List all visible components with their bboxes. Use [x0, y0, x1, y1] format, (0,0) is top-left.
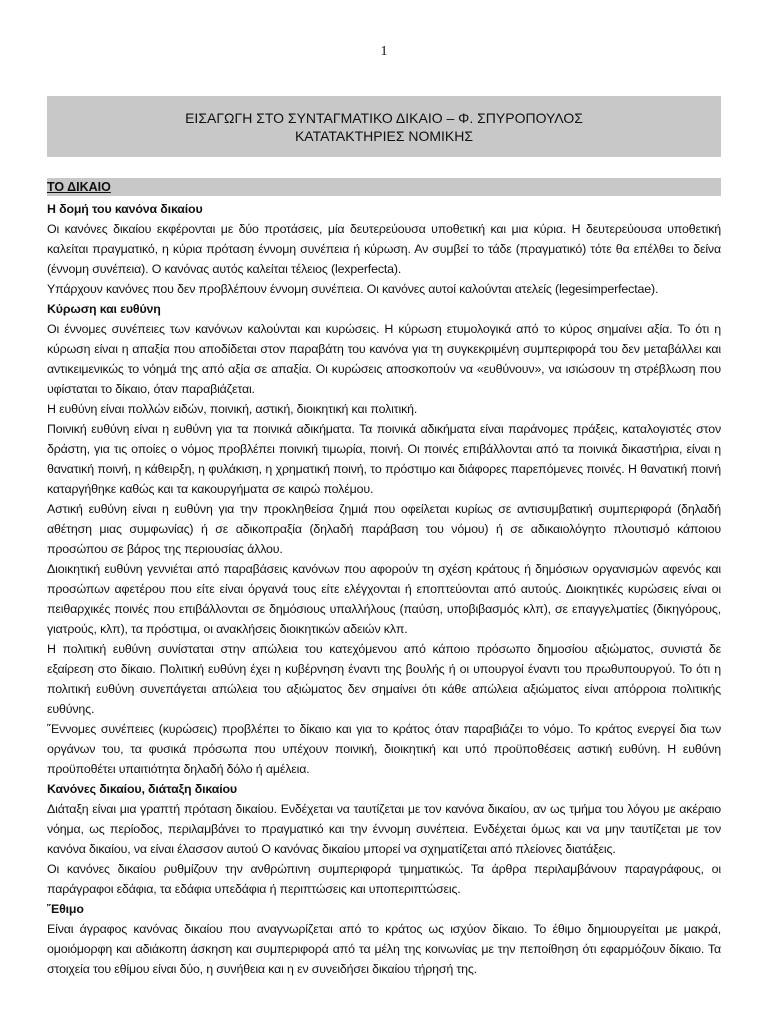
title-box	[47, 96, 721, 157]
paragraph: Η ευθύνη είναι πολλών ειδών, ποινική, αστική, διοικητική και πολιτική.	[47, 402, 418, 416]
paragraph: Αστική ευθύνη είναι η ευθύνη για την προκληθείσα ζημιά που οφείλεται κυρίως σε αντισυμβατική συμπεριφορά (δηλαδή αθέτηση μιας συμφωνίας) ή σε αδικοπραξία (δηλαδή παράβαση του νόμου) ή σε αδικαιολόγητο πλουτισμό κάποιου προσώπου σε βάρος της περιουσίας άλλου.	[47, 502, 721, 556]
subheading: ῎Εθιμο	[47, 902, 84, 916]
section-heading: ΤΟ ΔΙΚΑΙΟ	[47, 178, 721, 196]
document-title: ΕΙΣΑΓΩΓΗ ΣΤΟ ΣΥΝΤΑΓΜΑΤΙΚΟ ΔΙΚΑΙΟ – Φ. ΣΠΥΡΟΠΟΥΛΟΣ	[185, 109, 583, 126]
paragraph: Διάταξη είναι μια γραπτή πρόταση δικαίου. Ενδέχεται να ταυτίζεται με τον κανόνα δικαίου, αν ως τμήμα του λόγου με ακέραιο νόημα, ως περίοδος, περιλαμβάνει το πραγματικό και την έννομη συνέπεια. Ενδέχεται όμως και να μην ταυτίζεται με τον κανόνα δικαίου, να είναι έλασσον αυτού Ο κανόνας δικαίου μπορεί να σχηματίζεται από πλείονες διατάξεις.	[47, 802, 721, 856]
paragraph: Υπάρχουν κανόνες που δεν προβλέπουν έννομη συνέπεια. Οι κανόνες αυτοί καλούνται ατελείς (legesimperfectae).	[47, 282, 659, 296]
page-number: 1	[380, 44, 388, 59]
document-subtitle: ΚΑΤΑΤΑΚΤΗΡΙΕΣ ΝΟΜΙΚΗΣ	[294, 127, 474, 144]
subheading: Κανόνες δικαίου, διάταξη δικαίου	[47, 782, 237, 796]
paragraph: Ποινική ευθύνη είναι η ευθύνη για τα ποινικά αδικήματα. Τα ποινικά αδικήματα είναι παράνομες πράξεις, καταλογιστές στον δράστη, για τις οποίες ο νόμος προβλέπει ποινική τιμωρία, ποινή. Οι ποινές επιβάλλονται από τα ποινικά δικαστήρια, είναι η θανατική ποινή, η κάθειρξη, η φυλάκιση, η χρηματική ποινή, το πρόστιμο και διάφορες παρεπόμενες ποινές. Η θανατική ποινή καταργήθηκε καθώς και τα κακουργήματα σε καιρώ πολέμου.	[47, 422, 721, 496]
paragraph: Είναι άγραφος κανόνας δικαίου που αναγνωρίζεται από το κράτος ως ισχύον δίκαιο. Το έθιμο δημιουργείται με μακρά, ομοιόμορφη και αδιάκοπη άσκηση και συμπεριφορά από τα μέλη της κοινωνίας με την πεποίθηση ότι εφαρμόζουν δίκαιο. Τα στοιχεία του εθίμου είναι δύο, η συνήθεια και η εν συνειδήσει δικαίου τήρησή της.	[47, 922, 721, 976]
paragraph: Η πολιτική ευθύνη συνίσταται στην απώλεια του κατεχόμενου από κάποιο πρόσωπο δημοσίου αξιώματος, συνιστά δε εξαίρεση στο δίκαιο. Πολιτική ευθύνη έχει η κυβέρνηση έναντι της βουλής ή οι υπουργοί έναντι του πρωθυπουργού. Το ότι η πολιτική ευθύνη συνεπάγεται απώλεια του αξιώματος δεν σημαίνει ότι κάθε απώλεια αξιώματος είναι απόρροια πολιτικής ευθύνης.	[47, 642, 721, 716]
paragraph: Οι έννομες συνέπειες των κανόνων καλούνται και κυρώσεις. Η κύρωση ετυμολογικά από το κύρος σημαίνει αξία. Το ότι η κύρωση είναι η απαξία που αποδίδεται στον παραβάτη του κανόνα για τη συγκεκριμένη συμπεριφορά του δεν μεταβάλλει και αντικειμενικώς το νόημά της από αξία σε απαξία. Οι κυρώσεις αποσκοπούν να «ευθύνουν», να ισιώσουν τη στρέβλωση που υφίσταται το δίκαιο, όταν παραβιάζεται.	[47, 322, 721, 396]
paragraph: Οι κανόνες δικαίου ρυθμίζουν την ανθρώπινη συμπεριφορά τμηματικώς. Τα άρθρα περιλαμβάνουν παραγράφους, οι παράγραφοι εδάφια, τα εδάφια υπεδάφια ή περιπτώσεις και υποπεριπτώσεις.	[47, 862, 721, 896]
paragraph: Διοικητική ευθύνη γεννιέται από παραβάσεις κανόνων που αφορούν τη σχέση κράτους ή δημόσιων οργανισμών αφενός και προσώπων αφετέρου που είτε είναι όργανά τους είτε ελέγχονται ή εποπτεύονται από αυτούς. Διοικητικές κυρώσεις είναι οι πειθαρχικές ποινές που επιβάλλονται σε δημόσιους υπαλλήλους (παύση, υποβιβασμός κλπ), σε επαγγελματίες (δικηγόρους, γιατρούς, κλπ), τα πρόστιμα, οι ανακλήσεις διοικητικών αδειών κλπ.	[47, 562, 721, 636]
paragraph: ῞Εννομες συνέπειες (κυρώσεις) προβλέπει το δίκαιο και για το κράτος όταν παραβιάζει το νόμο. Το κράτος ενεργεί δια των οργάνων του, τα φυσικά πρόσωπα που υπέχουν ποινική, διοικητική και υπό προϋποθέσεις αστική ευθύνη. Η ευθύνη προϋποθέτει υπαιτιότητα δηλαδή δόλο ή αμέλεια.	[47, 722, 721, 776]
document-body	[47, 199, 721, 979]
paragraph: Οι κανόνες δικαίου εκφέρονται με δύο προτάσεις, μία δευτερεύουσα υποθετική και μια κύρια. Η δευτερεύουσα υποθετική καλείται πραγματικό, η κύρια πρόταση έννομη συνέπεια ή κύρωση. Αν συμβεί το τάδε (πραγματικό) τότε θα επέλθει το δείνα (έννομη συνέπεια). Ο κανόνας αυτός καλείται τέλειος (lexperfecta).	[47, 222, 721, 276]
subheading: Η δομή του κανόνα δικαίου	[47, 202, 203, 216]
subheading: Κύρωση και ευθύνη	[47, 302, 161, 316]
